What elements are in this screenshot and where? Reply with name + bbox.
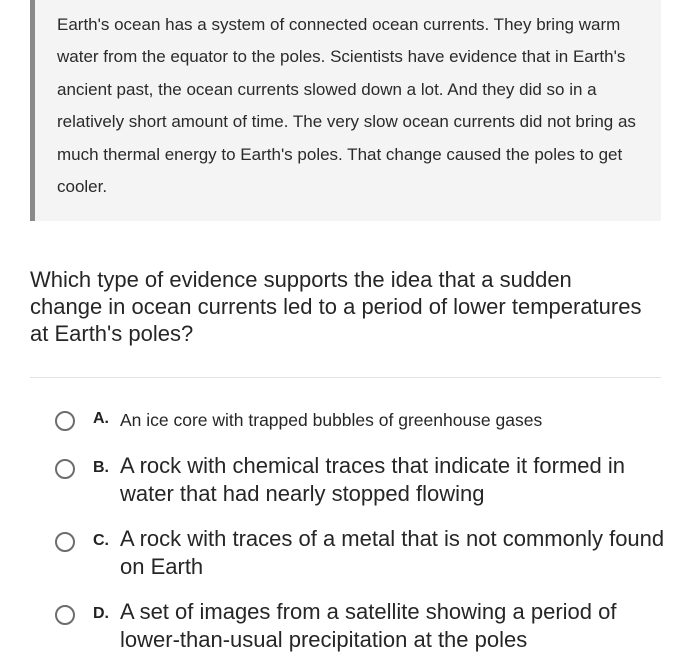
radio-button-d[interactable] <box>55 605 75 625</box>
radio-button-b[interactable] <box>55 459 75 479</box>
option-text-c: A rock with traces of a metal that is not commonly found on Earth <box>120 526 665 579</box>
option-letter-c: C. <box>93 532 109 549</box>
divider <box>30 377 661 378</box>
answer-option-a[interactable] <box>55 406 670 436</box>
question-text: Which type of evidence supports the idea that a sudden change in ocean currents led to a period of lower temperatures at Earth's poles? <box>30 267 642 346</box>
option-text-b: A rock with chemical traces that indicate it formed in water that had nearly stopped flowing <box>120 453 625 506</box>
option-letter-d: D. <box>93 605 109 622</box>
answer-option-c[interactable] <box>55 525 670 583</box>
option-text-a: An ice core with trapped bubbles of greenhouse gases <box>120 410 543 430</box>
option-text-d: A set of images from a satellite showing a period of lower-than-usual precipitation at the poles <box>120 599 617 652</box>
passage-text: Earth's ocean has a system of connected ocean currents. They bring warm water from the equator to the poles. Scientists have evidence that in Earth's ancient past, the ocean currents slowed down a lot. And they did so in a relatively short amount of time. The very slow ocean currents did not bring as much thermal energy to Earth's poles. That change caused the poles to get cooler. <box>57 15 636 197</box>
radio-button-c[interactable] <box>55 532 75 552</box>
radio-button-a[interactable] <box>55 411 75 431</box>
answer-option-b[interactable] <box>55 452 670 510</box>
passage-box <box>30 0 661 221</box>
answer-option-d[interactable] <box>55 598 670 656</box>
option-letter-a: A. <box>93 410 109 427</box>
option-letter-b: B. <box>93 459 109 476</box>
